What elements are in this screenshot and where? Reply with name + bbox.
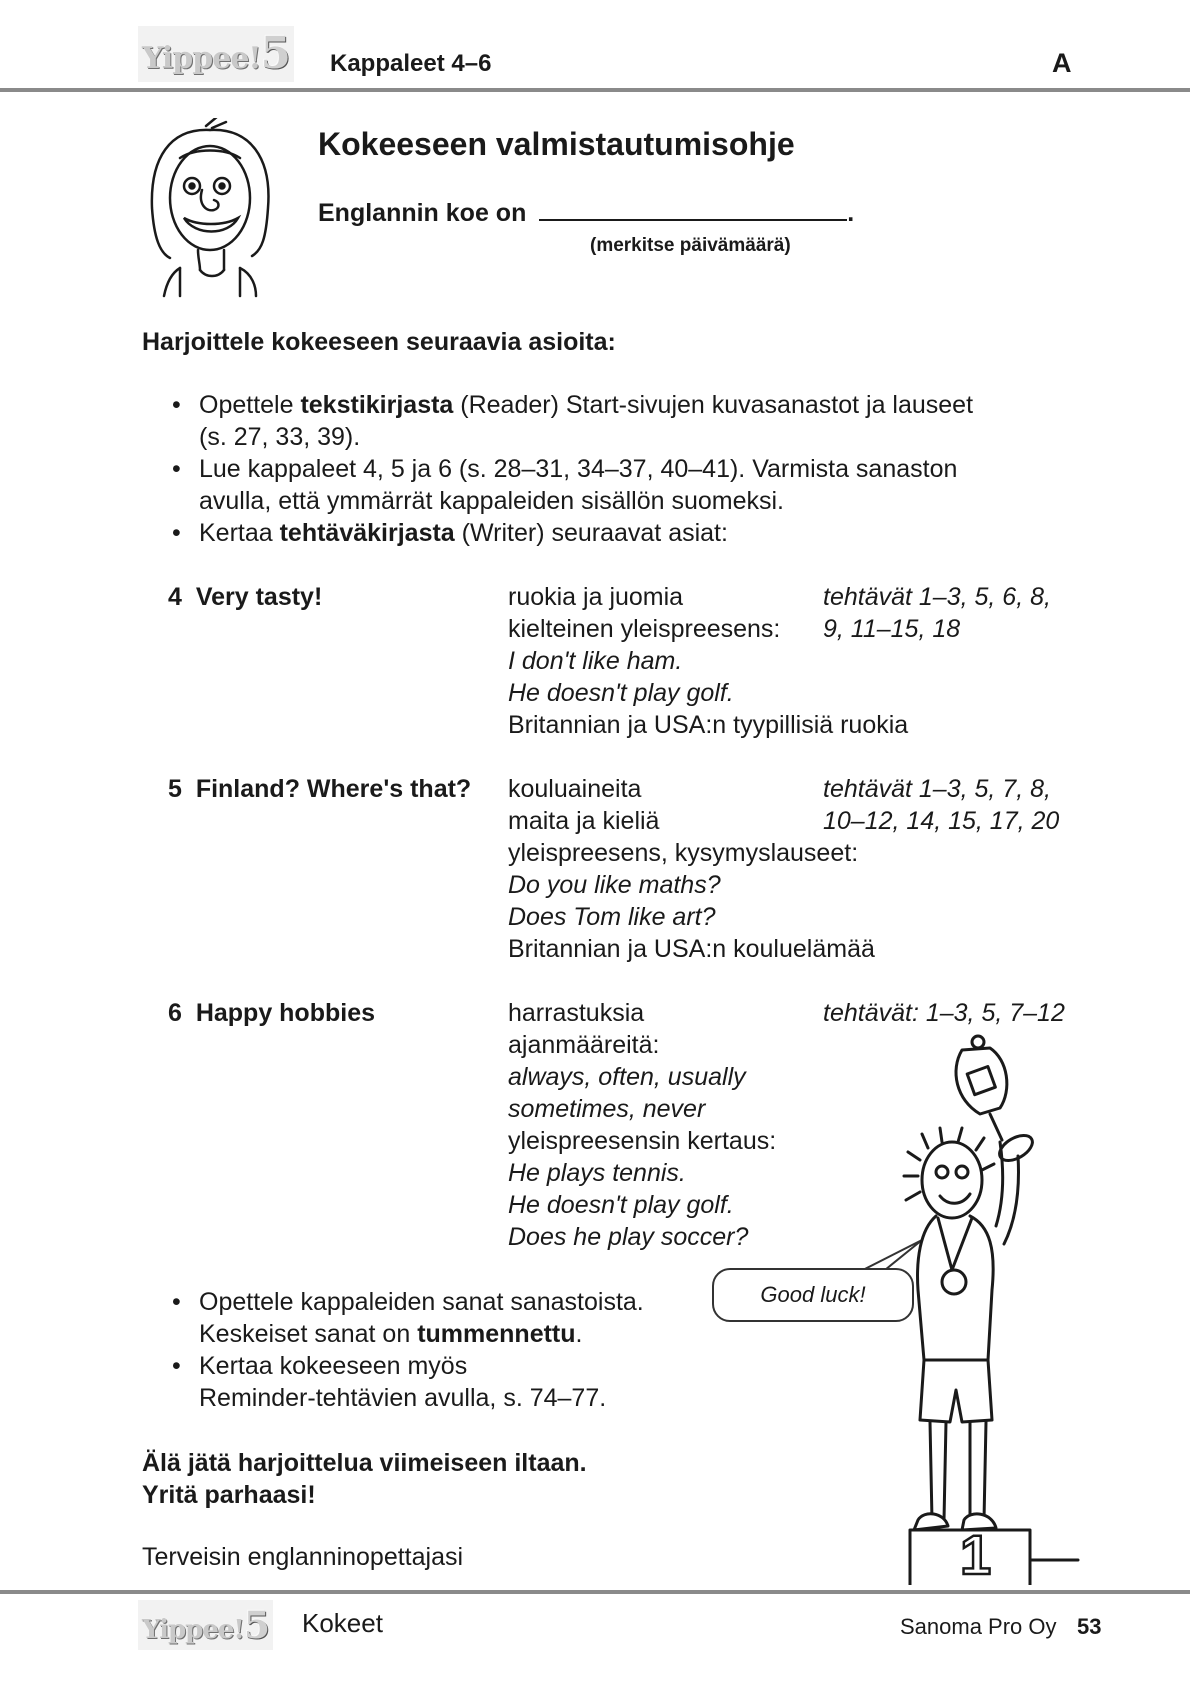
page-title: Kokeeseen valmistautumisohje (318, 126, 795, 162)
chapter-topics: ruokia ja juomia kielteinen yleispreesens: I don't like ham. He doesn't play golf. Britannian ja USA:n tyypillisiä ruokia (508, 583, 909, 739)
page-number: 53 (1077, 1614, 1102, 1639)
chapter-tasks: tehtävät: 1–3, 5, 7–12 (823, 999, 1065, 1027)
logo-number: 5 (260, 28, 290, 79)
speech-bubble: Good luck! (712, 1268, 914, 1322)
chapter-heading: 4 Very tasty! (168, 583, 323, 611)
logo-text: Yippee! (142, 41, 261, 76)
footer-publisher: Sanoma Pro Oy (900, 1614, 1057, 1639)
closing-bullet-list (168, 1286, 728, 1414)
exam-date-hint: (merkitse päivämäärä) (590, 235, 791, 256)
section-title: Kappaleet 4–6 (330, 50, 492, 77)
exam-date-field[interactable] (539, 195, 847, 221)
chapter-topics: harrastuksia ajanmääreitä: always, often, usually sometimes, never yleispreesensin kertaus: He plays tennis. He doesn't play golf. Does he play soccer? (508, 999, 777, 1251)
version-label: A (1052, 48, 1072, 78)
podium-place: 1 (960, 1523, 992, 1586)
intro-bullet: • Lue kappaleet 4, 5 ja 6 (s. 28–31, 34–37, 40–41). Varmista sanaston avulla, että ymmärrät kappaleiden sisällön suomeksi. (168, 453, 1088, 517)
practice-heading: Harjoittele kokeeseen seuraavia asioita: (142, 328, 616, 356)
exam-date-row (318, 195, 854, 228)
signature: Terveisin englanninopettajasi (142, 1543, 464, 1571)
closing-bullet: • Kertaa kokeeseen myös Reminder-tehtävien avulla, s. 74–77. (168, 1350, 728, 1414)
exam-date-label: Englannin koe on (318, 199, 527, 227)
chapter-topics: kouluaineita maita ja kieliä yleispreesens, kysymyslauseet: Do you like maths? Does Tom like art? Britannian ja USA:n kouluelämää (508, 775, 875, 963)
chapter-tasks: tehtävät 1–3, 5, 6, 8, 9, 11–15, 18 (823, 583, 1051, 643)
footer-yippee-logo: Yippee!5 (138, 1600, 273, 1650)
intro-bullet: • Kertaa tehtäväkirjasta (Writer) seuraavat asiat: (168, 517, 1088, 549)
footer-divider (0, 1590, 1190, 1594)
intro-bullet: • Opettele tekstikirjasta (Reader) Start-sivujen kuvasanastot ja lauseet (s. 27, 33, 39). (168, 389, 1088, 453)
closing-bullet: • Opettele kappaleiden sanat sanastoista. Keskeiset sanat on tummennettu. (168, 1286, 728, 1350)
exam-date-period: . (847, 199, 855, 227)
yippee-logo (138, 26, 294, 82)
chapter-heading: 5 Finland? Where's that? (168, 775, 472, 803)
intro-bullet-list (168, 389, 1088, 549)
chapter-tasks: tehtävät 1–3, 5, 7, 8, 10–12, 14, 15, 17, 20 (823, 775, 1060, 835)
trophy-winner-illustration (900, 1030, 1090, 1585)
footer-section: Kokeet (302, 1608, 383, 1638)
chapter-heading: 6 Happy hobbies (168, 999, 375, 1027)
girl-illustration (140, 118, 290, 298)
header-divider (0, 88, 1190, 92)
encouragement-text: Älä jätä harjoittelua viimeiseen iltaan. Yritä parhaasi! (142, 1449, 587, 1509)
